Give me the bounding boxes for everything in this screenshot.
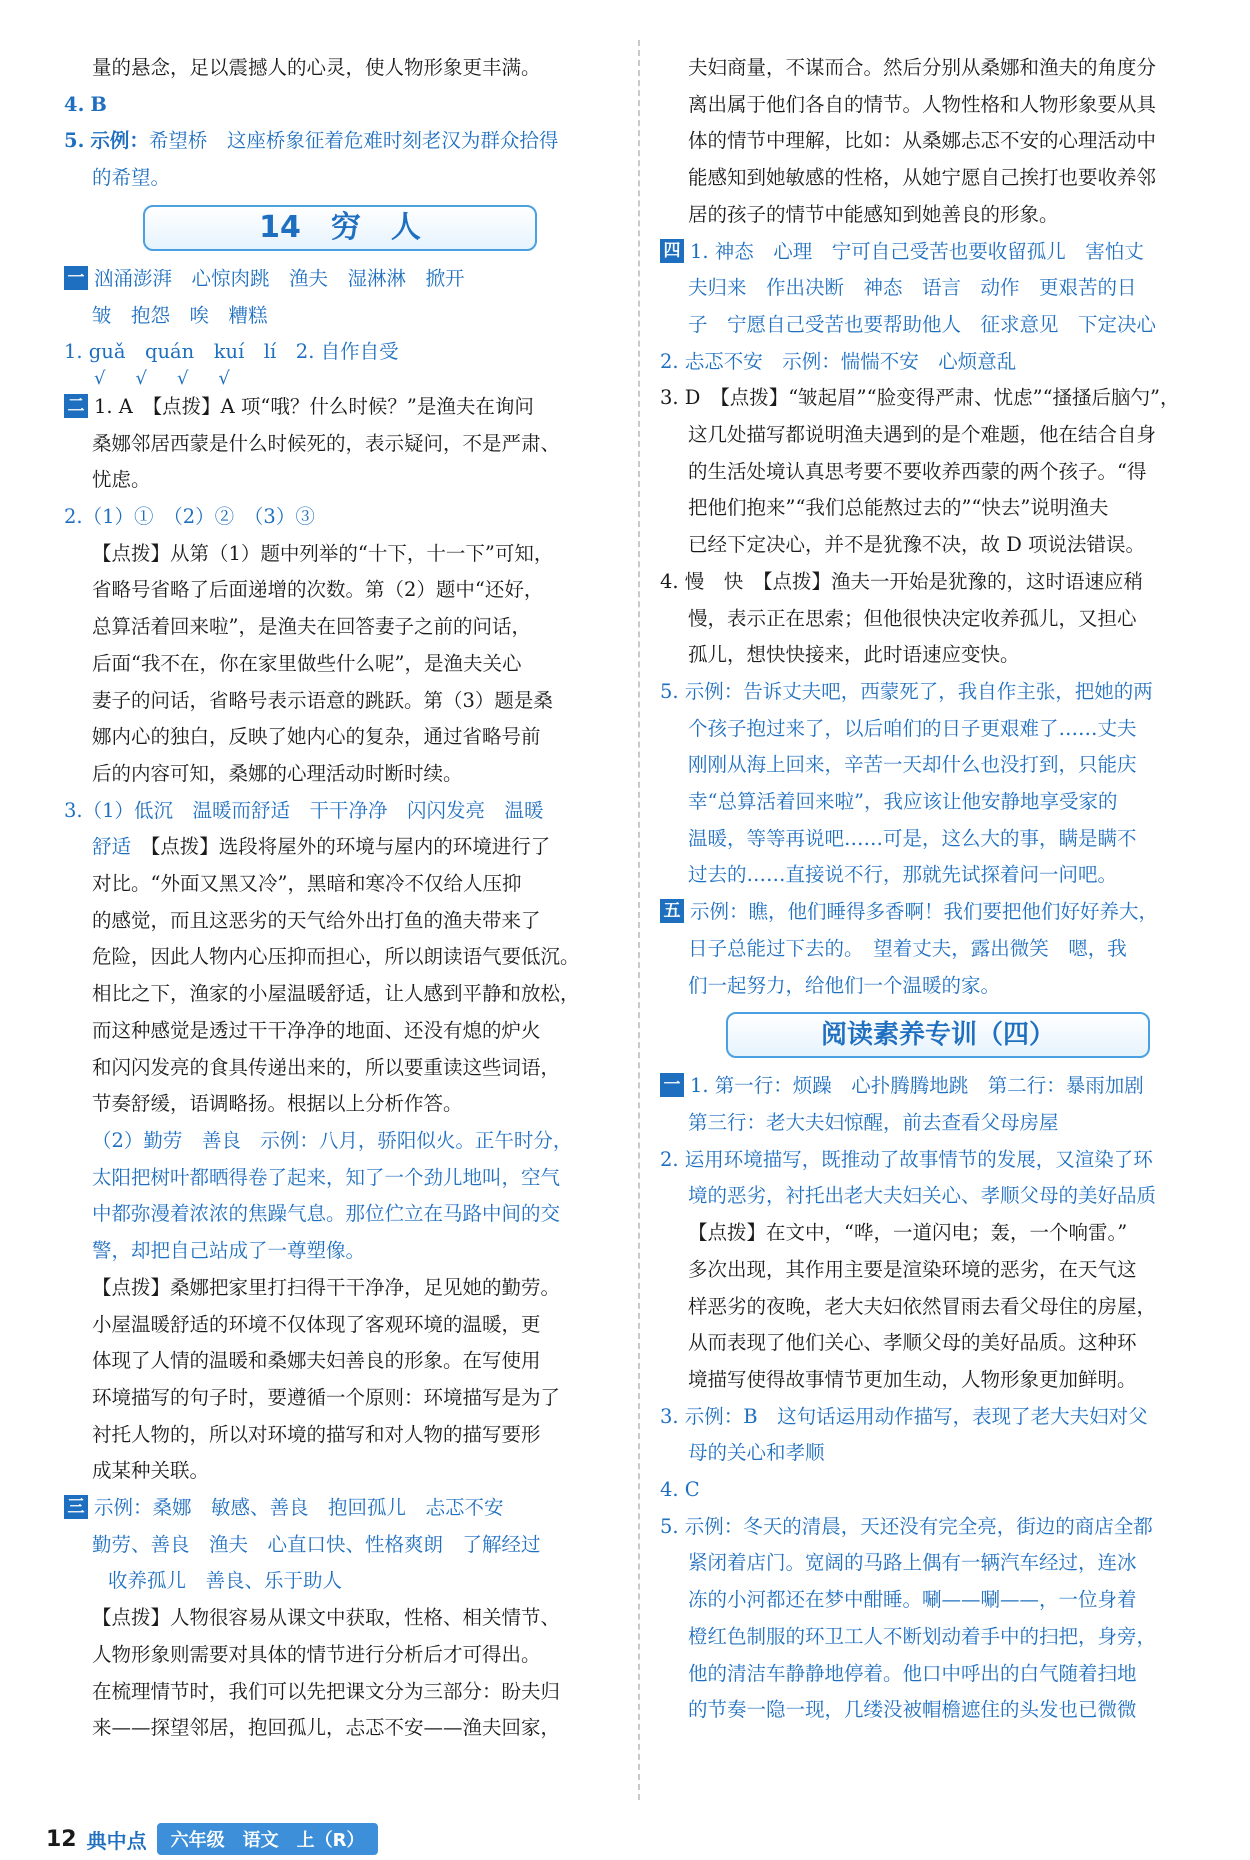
- s2-q2: 2.（1）① （2）② （3）③: [64, 505, 315, 529]
- r1-line: 1. 第一行：烦躁 心扑腾腾地跳 第二行：暴雨加剧: [690, 1074, 1144, 1098]
- s4-q4-line: 慢，表示正在思索；但他很快决定收养孤儿，又担心: [688, 606, 1137, 630]
- s3-line: 收养孤儿 善良、乐于助人: [108, 1569, 343, 1593]
- s2-q3-part2: （2）勤劳 善良 示例：八月，骄阳似火。正午时分，: [92, 1128, 573, 1152]
- s2-q3: 3.（1）低沉 温暖而舒适 干干净净 闪闪发亮 温暖: [64, 798, 544, 822]
- s2-q3-tip-line: 危险，因此人物内心压抑而担心，所以朗读语气要低沉。: [92, 945, 580, 969]
- right-column: [660, 50, 1216, 1729]
- s3-line: 勤劳、善良 渔夫 心直口快、性格爽朗 了解经过: [92, 1532, 541, 1556]
- s2-q3-example: 警，却把自己站成了一尊塑像。: [92, 1239, 366, 1263]
- s2-q2-tip: 后面“我不在，你在家里做些什么呢”，是渔夫关心: [92, 651, 522, 675]
- section-3-badge: 三: [64, 1495, 88, 1519]
- s4-q5-line: 个孩子抱过来了，以后咱们的日子更艰难了……丈夫: [688, 716, 1137, 740]
- s5-line: 日子总能过下去的。 望着丈夫，露出微笑 嗯，我: [688, 936, 1127, 960]
- intro-line: 量的悬念，足以震撼人的心灵，使人物形象更丰满。: [92, 56, 541, 79]
- r1-line: 第三行：老大夫妇惊醒，前去查看父母房屋: [688, 1110, 1059, 1134]
- reading-title: 阅读素养专训（四）: [726, 1012, 1150, 1058]
- s2-q3-example: 中都弥漫着浓浓的焦躁气息。那位伫立在马路中间的交: [92, 1202, 561, 1226]
- column-divider: [638, 40, 640, 1800]
- r2-tip: 【点拨】在文中，“哗，一道闪电；轰，一个响雷。”: [688, 1221, 1128, 1245]
- page-footer: [46, 1824, 378, 1854]
- s2-q1: 1. A 【点拨】A 项“哦？什么时候？”是渔夫在询问: [94, 394, 534, 418]
- s4-q2: 2. 忐忑不安 示例：惴惴不安 心烦意乱: [660, 349, 1017, 373]
- s4-q3-line: 的生活处境认真思考要不要收养西蒙的两个孩子。“得: [688, 459, 1147, 483]
- brand-logo: 典中点: [86, 1828, 147, 1853]
- s4-q5: 5. 示例：告诉丈夫吧，西蒙死了，我自作主张，把她的两: [660, 679, 1153, 703]
- s2-q3-tip-line: 相比之下，渔家的小屋温暖舒适，让人感到平静和放松，: [92, 982, 580, 1006]
- lesson-title: 14 穷 人: [143, 205, 537, 251]
- page-number: 12: [46, 1826, 77, 1852]
- s2-q1-line: 桑娜邻居西蒙是什么时候死的，表示疑问，不是严肃、: [92, 431, 561, 455]
- section-5-badge: 五: [660, 899, 684, 923]
- s4-q1-line: 夫归来 作出决断 神态 语言 动作 更艰苦的日: [688, 276, 1137, 300]
- cont-line: 夫妇商量，不谋而合。然后分别从桑娜和渔夫的角度分: [688, 56, 1157, 79]
- q4-answer: B: [90, 92, 107, 116]
- s4-q5-line: 幸“总算活着回来啦”，我应该让他安静地享受家的: [688, 790, 1118, 814]
- s2-q3-tip2: 【点拨】桑娜把家里打扫得干干净净，足见她的勤劳。: [92, 1275, 561, 1299]
- s5-line: 示例：瞧，他们睡得多香啊！我们要把他们好好养大，: [690, 900, 1159, 924]
- s2-q3-tip-line: 而这种感觉是透过干干净净的地面、还没有熄的炉火: [92, 1018, 541, 1042]
- s1-words: 汹涌澎湃 心惊肉跳 渔夫 湿淋淋 掀开: [94, 266, 465, 290]
- section-2-badge: 二: [64, 394, 88, 418]
- s3-tip: 【点拨】人物很容易从课文中获取，性格、相关情节、: [92, 1606, 561, 1630]
- s2-q2-tip: 省略号省略了后面递增的次数。第（2）题中“还好，: [92, 578, 544, 602]
- check-marks: √√√√: [94, 367, 260, 389]
- s2-q3-tip-line: 和闪闪发亮的食具传递出来的，所以要重读这些词语，: [92, 1055, 561, 1079]
- s2-q3-tip-line: 节奏舒缓，语调略扬。根据以上分析作答。: [92, 1092, 463, 1116]
- r2-tip: 样恶劣的夜晚，老大夫妇依然冒雨去看父母住的房屋，: [688, 1294, 1157, 1318]
- r5-line: 的节奏一隐一现，几缕没被帽檐遮住的头发也已微微: [688, 1698, 1137, 1722]
- s4-q5-line: 过去的……直接说不行，那就先试探着问一问吧。: [688, 863, 1118, 887]
- s3-line: 示例：桑娜 敏感、善良 抱回孤儿 忐忑不安: [94, 1496, 504, 1520]
- s3-tip: 人物形象则需要对具体的情节进行分析后才可得出。: [92, 1642, 541, 1666]
- s4-q1-line: 子 宁愿自己受苦也要帮助他人 征求意见 下定决心: [688, 312, 1157, 336]
- s2-q3-tip2: 小屋温暖舒适的环境不仅体现了客观环境的温暖，更: [92, 1312, 541, 1336]
- s2-q3-tip2: 衬托人物的，所以对环境的描写和对人物的描写要形: [92, 1422, 541, 1446]
- q5-text: 希望桥 这座桥象征着危难时刻老汉为群众拾得: [148, 129, 559, 153]
- cont-line: 居的孩子的情节中能感知到她善良的形象。: [688, 202, 1059, 226]
- section-4-badge: 四: [660, 239, 684, 263]
- s4-q4-line: 孤儿，想快快接来，此时语速应变快。: [688, 643, 1020, 667]
- r5-line: 5. 示例：冬天的清晨，天还没有完全亮，街边的商店全都: [660, 1514, 1153, 1538]
- s2-q2-tip: 妻子的问话，省略号表示语意的跳跃。第（3）题是桑: [92, 688, 553, 712]
- s2-q3-tip-line: 的感觉，而且这恶劣的天气给外出打鱼的渔夫带来了: [92, 908, 541, 932]
- r2-line: 2. 运用环境描写，既推动了故事情节的发展，又渲染了环: [660, 1147, 1153, 1171]
- s2-q2-tip: 总算活着回来啦”，是渔夫在回答妻子之前的问话，: [92, 615, 531, 639]
- s4-q3-line: 这几处描写都说明渔夫遇到的是个难题，他在结合自身: [688, 423, 1157, 447]
- cont-line: 离出属于他们各自的情节。人物性格和人物形象要从具: [688, 92, 1157, 116]
- s4-q1: 1. 神态 心理 宁可自己受苦也要收留孤儿 害怕丈: [690, 239, 1144, 263]
- s1-words-cont: 皱 抱怨 唉 糟糕: [92, 303, 268, 327]
- q5-label: 示例：: [90, 129, 149, 153]
- q4-num: 4.: [64, 92, 85, 116]
- s2-q3-tip2: 环境描写的句子时，要遵循一个原则：环境描写是为了: [92, 1385, 561, 1409]
- r5-line: 橙红色制服的环卫工人不断划动着手中的扫把，身旁，: [688, 1624, 1157, 1648]
- s2-q1-line: 忧虑。: [92, 468, 151, 492]
- s4-q5-line: 刚刚从海上回来，辛苦一天却什么也没打到，只能庆: [688, 753, 1137, 777]
- q5-num: 5.: [64, 129, 85, 153]
- section-1-badge: 一: [64, 266, 88, 290]
- s2-q2-tip: 后的内容可知，桑娜的心理活动时断时续。: [92, 761, 463, 785]
- s2-q3-tip: 【点拨】选段将屋外的环境与屋内的环境进行了: [150, 835, 551, 859]
- r2-tip: 多次出现，其作用主要是渲染环境的恶劣，在天气这: [688, 1257, 1137, 1281]
- footer-label: 六年级 语文 上（R）: [157, 1823, 379, 1855]
- r2-tip: 境描写使得故事情节更加生动，人物形象更加鲜明。: [688, 1367, 1137, 1391]
- s2-q3-tip2: 成某种关联。: [92, 1459, 210, 1483]
- q5-text-cont: 的希望。: [92, 166, 171, 190]
- s2-q2-tip: 【点拨】从第（1）题中列举的“十下，十一下”可知，: [92, 541, 554, 565]
- s4-q4: 4. 慢 快 【点拨】渔夫一开始是犹豫的，这时语速应稍: [660, 569, 1144, 593]
- r5-line: 冻的小河都还在梦中酣睡。唰——唰——，一位身着: [688, 1588, 1137, 1612]
- s3-tip: 来——探望邻居，抱回孤儿，忐忑不安——渔夫回家，: [92, 1716, 561, 1740]
- r2-line: 境的恶劣，衬托出老大夫妇关心、孝顺父母的美好品质: [688, 1184, 1157, 1208]
- r3-line: 3. 示例：B 这句话运用动作描写，表现了老大夫妇对父: [660, 1404, 1148, 1428]
- s1-pinyin: 1. guǎ quán kuí lí 2. 自作自受: [64, 340, 399, 364]
- reading-section-1-badge: 一: [660, 1073, 684, 1097]
- cont-line: 能感知到她敏感的性格，从她宁愿自己挨打也要收养邻: [688, 166, 1157, 190]
- s4-q3: 3. D 【点拨】“皱起眉”“脸变得严肃、忧虑”“搔搔后脑勺”，: [660, 386, 1180, 410]
- s5-line: 们一起努力，给他们一个温暖的家。: [688, 973, 1001, 997]
- r5-line: 他的清洁车静静地停着。他口中呼出的白气随着扫地: [688, 1661, 1137, 1685]
- s2-q3-tip-line: 对比。“外面又黑又冷”，黑暗和寒冷不仅给人压抑: [92, 872, 522, 896]
- r3-line: 母的关心和孝顺: [688, 1441, 825, 1465]
- r2-tip: 从而表现了他们关心、孝顺父母的美好品质。这种环: [688, 1331, 1137, 1355]
- r5-line: 紧闭着店门。宽阔的马路上偶有一辆汽车经过，连冰: [688, 1551, 1137, 1575]
- s2-q3-word: 舒适: [92, 835, 132, 859]
- s4-q3-line: 已经下定决心，并不是犹豫不决，故 D 项说法错误。: [688, 533, 1146, 557]
- s4-q3-line: 把他们抱来”“我们总能熬过去的”“快去”说明渔夫: [688, 496, 1109, 520]
- s3-tip: 在梳理情节时，我们可以先把课文分为三部分：盼夫归: [92, 1679, 561, 1703]
- r4-line: 4. C: [660, 1478, 700, 1502]
- left-column: [64, 50, 616, 1747]
- s2-q2-tip: 娜内心的独白，反映了她内心的复杂，通过省略号前: [92, 725, 541, 749]
- cont-line: 体的情节中理解，比如：从桑娜忐忑不安的心理活动中: [688, 129, 1157, 153]
- s2-q3-example: 太阳把树叶都晒得卷了起来，知了一个劲儿地叫，空气: [92, 1165, 561, 1189]
- s4-q5-line: 温暖，等等再说吧……可是，这么大的事，瞒是瞒不: [688, 826, 1137, 850]
- s2-q3-tip2: 体现了人情的温暖和桑娜夫妇善良的形象。在写使用: [92, 1349, 541, 1373]
